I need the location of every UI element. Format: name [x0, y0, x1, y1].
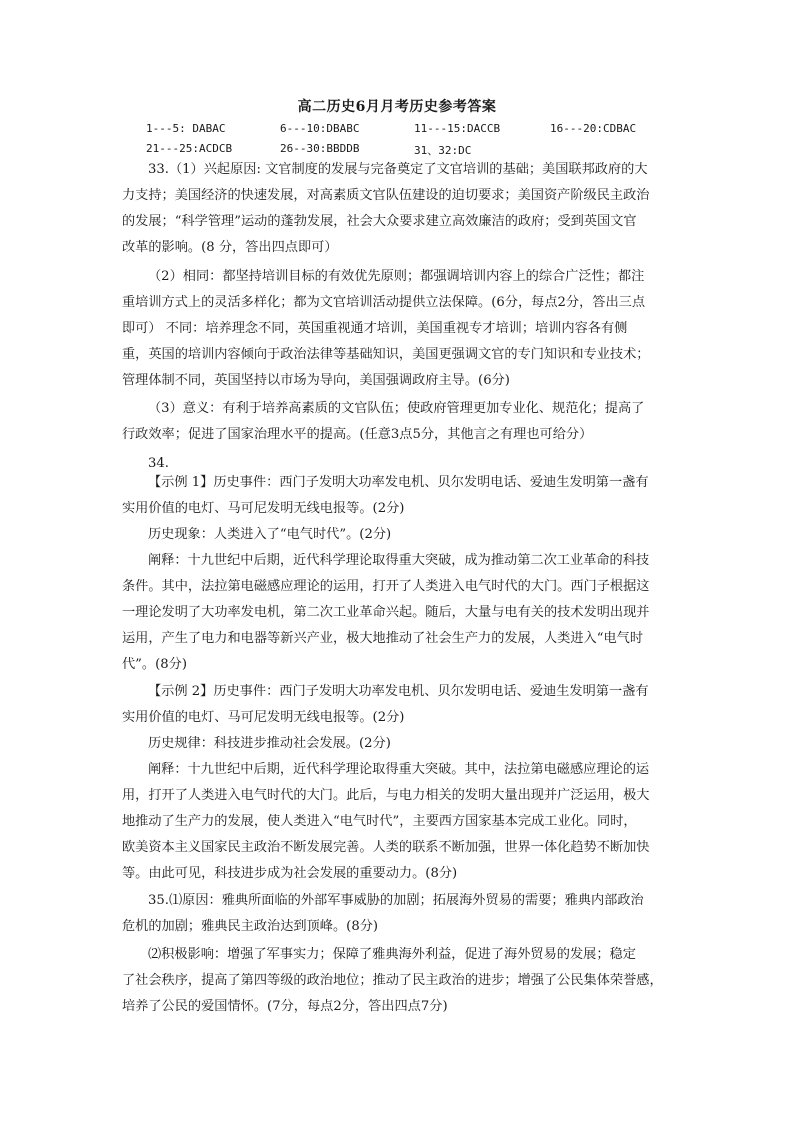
text-line: 培养了公民的爱国情怀。(7分，每点2分，答出四点7分) — [122, 999, 448, 1014]
text-line: 条件。其中，法拉第电磁感应理论的运用，打开了人类进入电气时代的大门。西门子根据这 — [122, 579, 650, 594]
text-line: 用，打开了人类进入电气时代的大门。此后，与电力相关的发明大量出现并广泛运用，极大 — [122, 788, 650, 803]
text-line: 历史现象：人类进入了“电气时代”。(2分) — [148, 527, 392, 542]
text-line: 的发展；“科学管理”运动的蓬勃发展，社会大众要求建立高效廉洁的政府；受到英国文官 — [122, 214, 637, 229]
answer-group: 11---15:DACCB — [414, 122, 501, 135]
text-line: （2）相同：都坚持培训目标的有效优先原则；都强调培训内容上的综合广泛性；都注 — [148, 269, 645, 284]
text-line: 危机的加剧；雅典民主政治达到顶峰。(8分) — [122, 919, 379, 934]
text-line: 【示例 1】历史事件：西门子发明大功率发电机、贝尔发明电话、爱迪生发明第一盏有 — [148, 475, 649, 490]
text-line: （3）意义：有利于培养高素质的文官队伍；使政府管理更加专业化、规范化；提高了 — [148, 401, 645, 416]
answer-group: 21---25:ACDCB — [146, 142, 233, 155]
text-line: 阐释：十九世纪中后期，近代科学理论取得重大突破。其中，法拉第电磁感应理论的运 — [148, 762, 650, 777]
text-line: 重，英国的培训内容倾向于政治法律等基础知识，美国更强调文官的专门知识和专业技术； — [122, 347, 650, 362]
text-line: 实用价值的电灯、马可尼发明无线电报等。(2分) — [122, 501, 405, 516]
text-line: 实用价值的电灯、马可尼发明无线电报等。(2分) — [122, 710, 405, 725]
text-line: 地推动了生产力的发展，使人类进入“电气时代”，主要西方国家基本完成工业化。同时， — [122, 814, 637, 829]
text-line: 即可） 不同：培养理念不同，英国重视通才培训，美国重视专才培训；培训内容各有侧 — [122, 321, 628, 336]
text-line: 历史规律：科技进步推动社会发展。(2分) — [148, 736, 391, 751]
text-line: 等。由此可见，科技进步成为社会发展的重要动力。(8分) — [122, 866, 458, 881]
page-title: 高二历史6月月考历史参考答案 — [297, 99, 497, 115]
text-line: 33.（1）兴起原因: 文官制度的发展与完备奠定了文官培训的基础；美国联邦政府的大 — [148, 162, 648, 177]
text-line: 欧美资本主义国家民主政治不断发展完善。人类的联系不断加强，世界一体化趋势不断加快 — [122, 840, 650, 855]
text-line: 力支持；美国经济的快速发展，对高素质文官队伍建设的迫切要求；美国资产阶级民主政治 — [122, 188, 650, 203]
text-line: 34. — [148, 456, 169, 471]
text-line: 改革的影响。(8 分，答出四点即可） — [122, 240, 338, 255]
text-line: 运用，产生了电力和电器等新兴产业，极大地推动了社会生产力的发展，人类进入“电气时 — [122, 631, 644, 646]
text-line: 管理体制不同，英国坚持以市场为导向，美国强调政府主导。(6分) — [122, 373, 510, 388]
answer-group: 6---10:DBABC — [280, 122, 360, 135]
text-line: 行政效率；促进了国家治理水平的提高。(任意3点5分，其他言之有理也可给分） — [122, 427, 593, 442]
text-line: 一理论发明了大功率发电机，第二次工业革命兴起。随后，大量与电有关的技术发明出现并 — [122, 605, 650, 620]
answer-group: 26--30:BBDDB — [280, 142, 360, 155]
text-line: 代”。(8分) — [122, 657, 187, 672]
text-line: 【示例 2】历史事件：西门子发明大功率发电机、贝尔发明电话、爱迪生发明第一盏有 — [148, 684, 649, 699]
answer-group: 31、32:DC — [414, 144, 472, 157]
text-line: 35.⑴原因：雅典所面临的外部军事威胁的加剧；拓展海外贸易的需要；雅典内部政治 — [148, 893, 644, 908]
text-line: 了社会秩序，提高了第四等级的政治地位；推动了民主政治的进步；增强了公民集体荣誉感， — [122, 973, 663, 988]
answer-group: 1---5: DABAC — [146, 122, 226, 135]
text-line: 阐释：十九世纪中后期，近代科学理论取得重大突破，成为推动第二次工业革命的科技 — [148, 553, 650, 568]
answer-group: 16---20:CDBAC — [550, 122, 637, 135]
text-line: 重培训方式上的灵活多样化；都为文官培训活动提供立法保障。(6分，每点2分，答出三点 — [122, 295, 646, 310]
text-line: ⑵积极影响：增强了军事实力；保障了雅典海外利益，促进了海外贸易的发展；稳定 — [148, 947, 636, 962]
